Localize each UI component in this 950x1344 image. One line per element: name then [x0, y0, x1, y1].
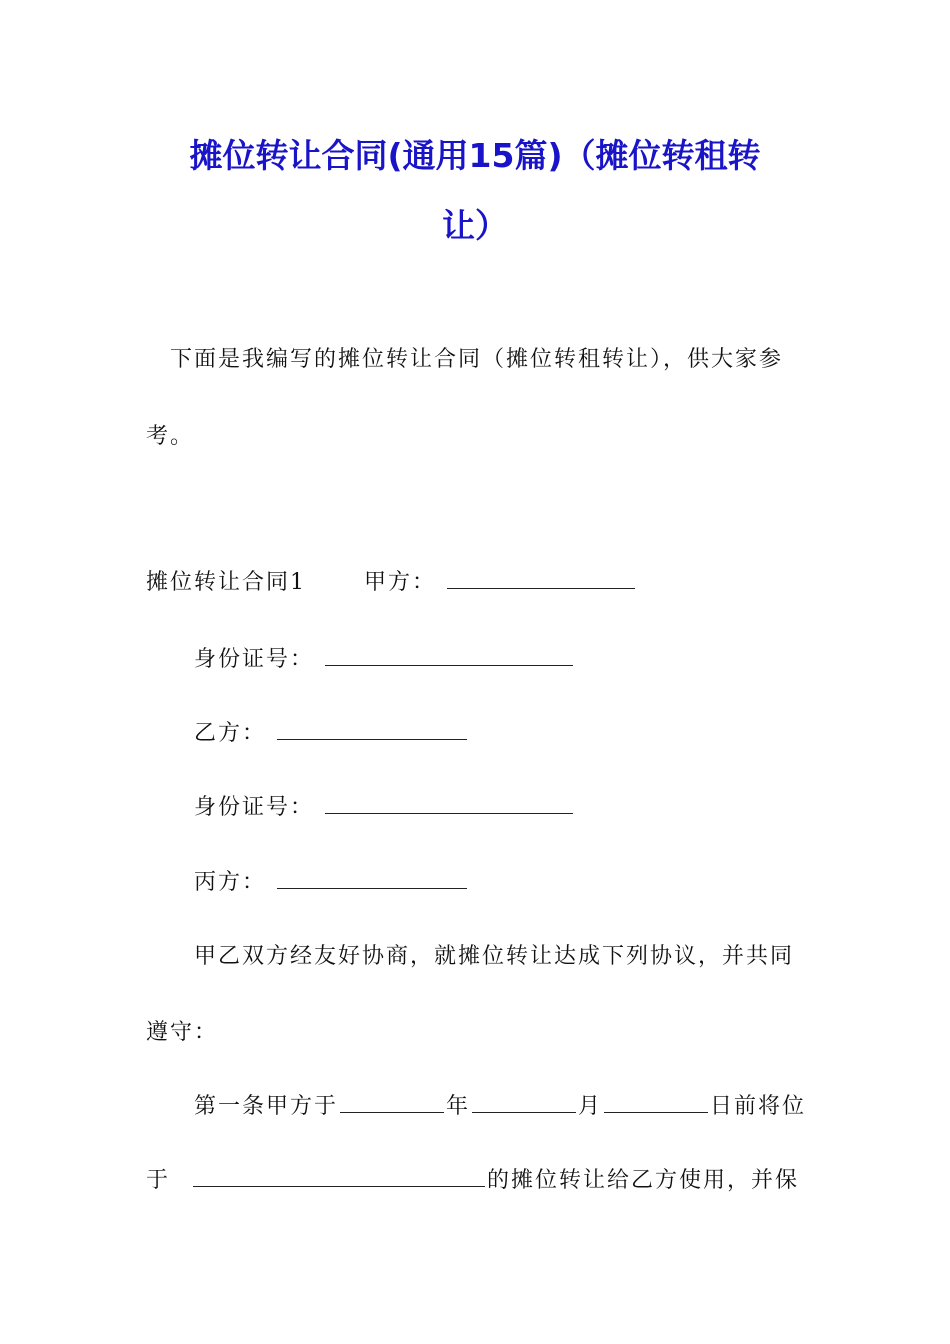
article1-line2-suffix: 的摊位转让给乙方使用，并保 [487, 1168, 800, 1193]
party-a-id-label: 身份证号： [194, 647, 315, 672]
party-b-blank [277, 719, 467, 740]
agreement-line1: 甲乙双方经友好协商，就摊位转让达成下列协议，并共同 [194, 944, 795, 969]
intro-line2: 考。 [146, 424, 195, 449]
party-a-id-blank [325, 645, 573, 666]
located-label: 于 [146, 1168, 171, 1193]
day-blank [604, 1092, 708, 1113]
intro-line1: 下面是我编写的摊位转让合同（摊位转租转让），供大家参 [170, 347, 784, 372]
article1-line2 [146, 1166, 799, 1196]
party-b-row [194, 719, 469, 749]
document-title-line1: 摊位转让合同(通用15篇)（摊位转租转 [189, 136, 761, 175]
year-label: 年 [446, 1094, 471, 1119]
article1-prefix: 第一条甲方于 [194, 1094, 339, 1119]
party-b-id-label: 身份证号： [194, 795, 315, 820]
article1-line1 [194, 1092, 806, 1122]
agreement-line2: 遵守： [146, 1020, 219, 1045]
party-a-blank [447, 568, 635, 589]
month-label: 月 [578, 1094, 603, 1119]
location-blank [193, 1166, 485, 1187]
article1-suffix: 日前将位 [710, 1094, 807, 1119]
month-blank [472, 1092, 576, 1113]
party-a-label: 甲方： [364, 570, 437, 595]
party-b-id-blank [325, 793, 573, 814]
party-c-label: 丙方： [194, 870, 267, 895]
contract-heading-row [146, 568, 637, 598]
document-title-line2: 让） [442, 206, 508, 245]
contract-heading: 摊位转让合同1 [146, 570, 306, 595]
party-c-row [194, 868, 469, 898]
party-a-id-row [194, 645, 575, 675]
party-b-label: 乙方： [194, 721, 267, 746]
year-blank [340, 1092, 444, 1113]
party-b-id-row [194, 793, 575, 823]
party-c-blank [277, 868, 467, 889]
